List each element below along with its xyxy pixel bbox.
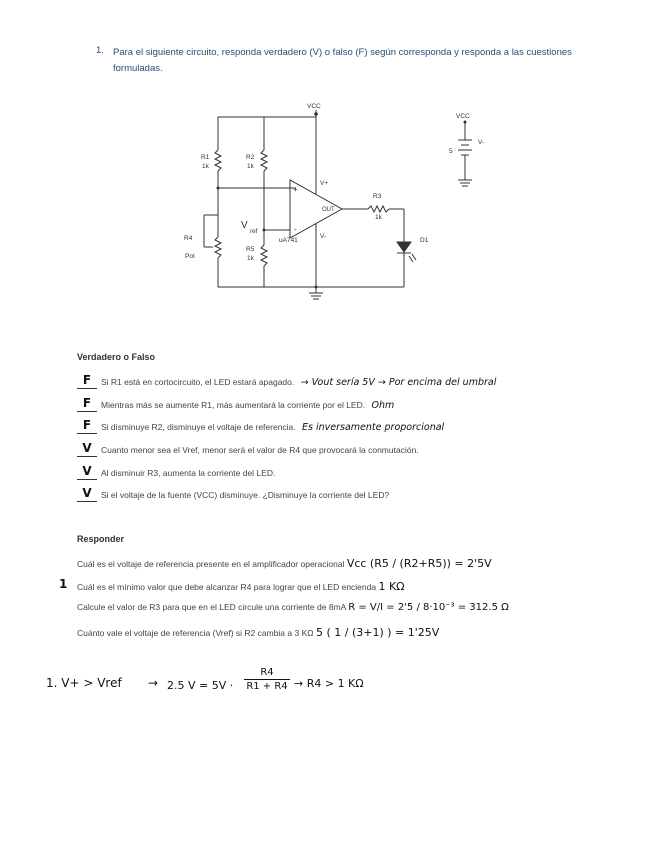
answer-blank[interactable] xyxy=(77,374,97,389)
out-label: OUT xyxy=(322,207,335,213)
tf-item xyxy=(77,374,496,390)
vplus-label: V+ xyxy=(320,180,329,187)
fraction-numerator: R4 xyxy=(244,667,290,680)
r5-name: R5 xyxy=(246,246,255,253)
tf-mark: V xyxy=(82,464,92,478)
handwritten-answer[interactable]: 5 ( 1 / (3+1) ) = 1'25V xyxy=(315,626,440,639)
answer-item xyxy=(77,602,509,613)
tf-mark: F xyxy=(82,373,92,387)
answer-section-title: Responder xyxy=(77,534,125,544)
tf-item xyxy=(77,487,389,503)
vref-sub-label: ref xyxy=(250,228,258,235)
handwritten-equation: 2.5 V = 5V · xyxy=(167,679,234,692)
handwritten-answer[interactable]: Vcc (R5 / (R2+R5)) = 2'5V xyxy=(346,557,492,570)
vcc-top-label: VCC xyxy=(307,103,321,110)
r5-value: 1k xyxy=(247,255,254,262)
handwritten-note: Ohm xyxy=(371,400,395,411)
answer-blank[interactable] xyxy=(77,487,97,502)
tf-mark: V xyxy=(82,486,92,500)
answer-item xyxy=(77,557,492,570)
minus-sign: - xyxy=(294,225,297,234)
fraction-denominator: R1 + R4 xyxy=(246,681,288,692)
question-text: Para el siguiente circuito, responda verdadero (V) o falso (F) según corresponda y responda a las cuestiones formuladas. xyxy=(113,47,572,74)
answer-blank[interactable] xyxy=(77,442,97,457)
vcc-source-label: VCC xyxy=(456,113,470,120)
tf-item xyxy=(77,397,394,413)
source-name-label: V- xyxy=(478,139,485,146)
r4-name: R4 xyxy=(184,235,193,242)
margin-note: 1 xyxy=(59,577,68,591)
led-name: D1 xyxy=(420,237,429,244)
handwritten-result: → R4 > 1 KΩ xyxy=(294,677,364,690)
tf-statement: Cuanto menor sea el Vref, menor será el valor de R4 que provocará la conmutación. xyxy=(101,445,419,455)
handwritten-note: Es inversamente proporcional xyxy=(302,422,445,433)
arrow-icon: → xyxy=(148,676,159,690)
tf-section-title: Verdadero o Falso xyxy=(77,352,156,362)
r3-name: R3 xyxy=(373,193,382,200)
tf-statement: Al disminuir R3, aumenta la corriente del LED. xyxy=(101,468,276,478)
tf-statement: Si disminuye R2, disminuye el voltaje de referencia. xyxy=(101,422,296,432)
answer-blank[interactable] xyxy=(77,465,97,480)
tf-mark: F xyxy=(82,396,92,410)
question-number: 1. xyxy=(96,45,104,56)
vref-label: V xyxy=(241,220,248,231)
r2-value: 1k xyxy=(247,163,254,170)
answer-item xyxy=(77,580,405,593)
handwritten-answer[interactable]: R = V/I = 2'5 / 8·10⁻³ = 312.5 Ω xyxy=(348,602,509,613)
r3-value: 1k xyxy=(375,214,382,221)
tf-statement: Si R1 está en cortocircuito, el LED estará apagado. xyxy=(101,377,295,387)
r4-value: Pot xyxy=(185,253,195,260)
answer-item xyxy=(77,626,439,639)
answer-question: Calcule el valor de R3 para que en el LED circule una corriente de 8mA xyxy=(77,602,346,612)
handwritten-note: → Vout sería 5V → Por encima del umbral xyxy=(300,377,497,388)
tf-statement: Mientras más se aumente R1, más aumentará la corriente por el LED. xyxy=(101,400,366,410)
handwritten-answer[interactable]: 1 KΩ xyxy=(378,580,405,593)
tf-item xyxy=(77,419,444,435)
handwritten-fraction xyxy=(244,667,290,692)
r2-name: R2 xyxy=(246,154,255,161)
answer-blank[interactable] xyxy=(77,397,97,412)
plus-sign: + xyxy=(293,185,298,194)
answer-question: Cuánto vale el voltaje de referencia (Vref) si R2 cambia a 3 KΩ xyxy=(77,628,314,638)
answer-blank[interactable] xyxy=(77,419,97,434)
answer-question: Cuál es el voltaje de referencia presente en el amplificador operacional xyxy=(77,559,345,569)
tf-statement: Si el voltaje de la fuente (VCC) disminuye. ¿Disminuye la corriente del LED? xyxy=(101,490,390,500)
opamp-name: uA741 xyxy=(279,237,298,244)
vminus-label: V- xyxy=(320,233,327,240)
source-value-label: 5 xyxy=(449,148,453,155)
tf-item xyxy=(77,442,419,458)
circuit-diagram xyxy=(150,98,510,308)
handwritten-condition: 1. V+ > Vref xyxy=(46,676,122,690)
r1-value: 1k xyxy=(202,163,209,170)
tf-mark: V xyxy=(82,441,92,455)
answer-question: Cuál es el mínimo valor que debe alcanzar R4 para lograr que el LED encienda xyxy=(77,582,377,592)
tf-mark: F xyxy=(82,418,92,432)
r1-name: R1 xyxy=(201,154,210,161)
tf-item xyxy=(77,465,275,481)
